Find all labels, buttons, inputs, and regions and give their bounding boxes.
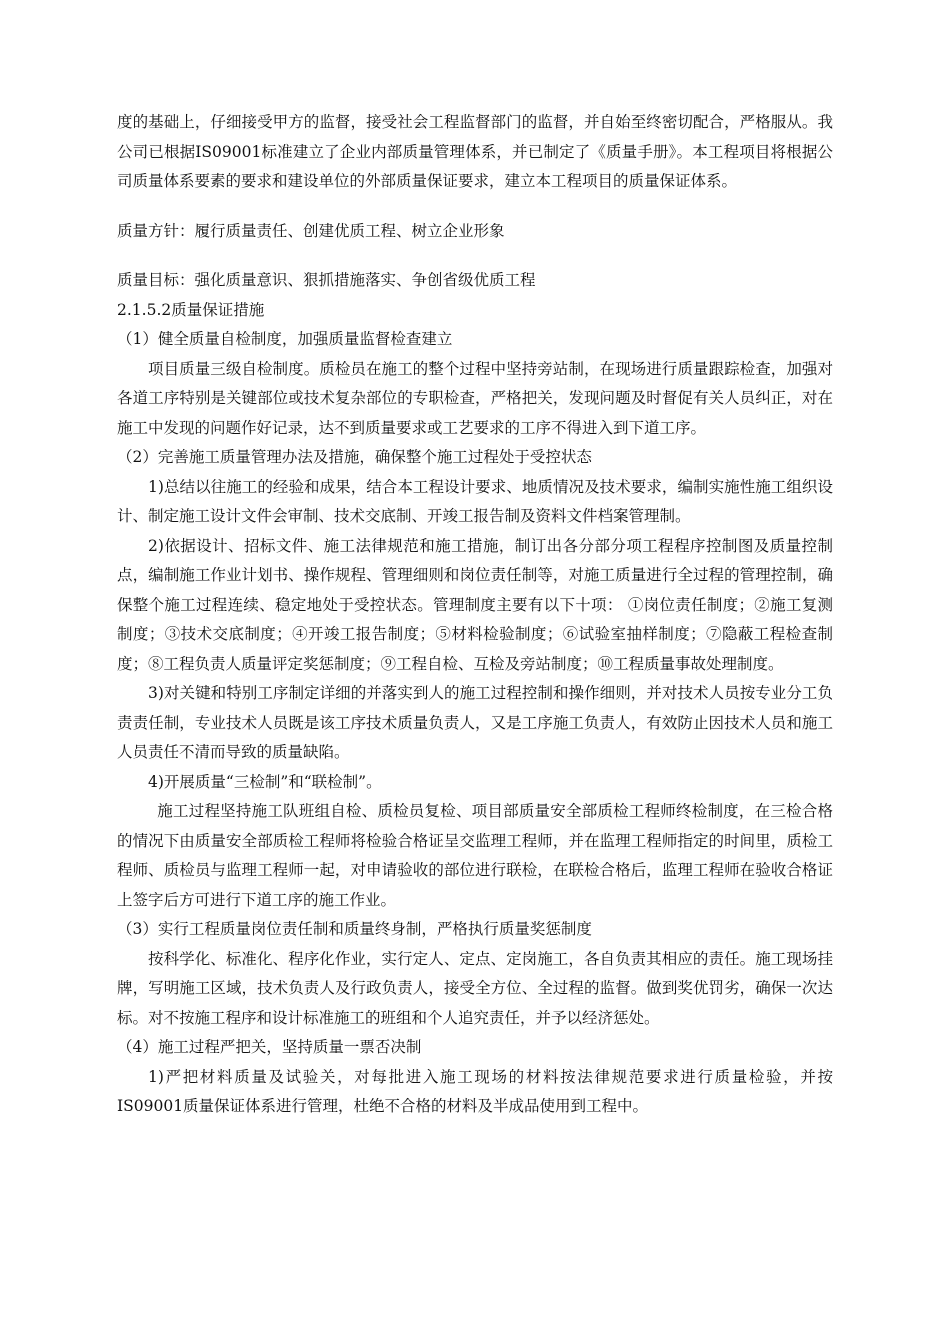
quality-goal: 质量目标：强化质量意识、狠抓措施落实、争创省级优质工程 [117, 271, 536, 289]
item2-heading: （2）完善施工质量管理办法及措施，确保整个施工过程处于受控状态 [117, 448, 592, 466]
section-heading: 2.1.5.2质量保证措施 [117, 300, 265, 319]
item3-heading: （3）实行工程质量岗位责任制和质量终身制，严格执行质量奖惩制度 [117, 920, 592, 938]
intro-paragraph: 度的基础上，仔细接受甲方的监督，接受社会工程监督部门的监督，并自始至终密切配合，严格服从。我公司已根据IS09001标准建立了企业内部质量管理体系，并已制定了《质量手册》。本工程项目将根据公司质量体系要素的要求和建设单位的外部质量保证要求，建立本工程项目的质量保证体系。 [117, 113, 833, 190]
item2-paragraph-4: 4)开展质量“三检制”和“联检制”。 [148, 772, 382, 791]
item1-heading: （1）健全质量自检制度，加强质量监督检查建立 [117, 330, 453, 348]
quality-policy: 质量方针：履行质量责任、创建优质工程、树立企业形象 [117, 221, 505, 240]
item2-paragraph-2: 2)依据设计、招标文件、施工法律规范和施工措施，制订出各分部分项工程程序控制图及质量控制点，编制施工作业计划书、操作规程、管理细则和岗位责任制等，对施工质量进行全过程的管理控制，确保整个施工过程连续、稳定地处于受控状态。管理制度主要有以下十项： ①岗位责任制度；②施工复测制度；③技术交底制度；④开竣工报告制度；⑤材料检验制度；⑥试验室抽样制度；⑦隐蔽工程检查制度；⑧工程负责人质量评定奖惩制度；⑨工程自检、互检及旁站制度；⑩工程质量事故处理制度。 [117, 536, 833, 673]
item4-paragraph-1: 1)严把材料质量及试验关，对每批进入施工现场的材料按法律规范要求进行质量检验，并按IS09001质量保证体系进行管理，杜绝不合格的材料及半成品使用到工程中。 [117, 1067, 833, 1115]
item2-paragraph-5: 施工过程坚持施工队班组自检、质检员复检、项目部质量安全部质检工程师终检制度，在三检合格的情况下由质量安全部质检工程师将检验合格证呈交监理工程师，并在监理工程师指定的时间里，质检工程师、质检员与监理工程师一起，对申请验收的部位进行联检，在联检合格后，监理工程师在验收合格证上签字后方可进行下道工序的施工作业。 [117, 802, 833, 909]
item2-paragraph-3: 3)对关键和特别工序制定详细的并落实到人的施工过程控制和操作细则，并对技术人员按专业分工负责责任制，专业技术人员既是该工序技术质量负责人，又是工序施工负责人，有效防止因技术人员和施工人员责任不清而导致的质量缺陷。 [117, 684, 833, 761]
item3-body: 按科学化、标准化、程序化作业，实行定人、定点、定岗施工，各自负责其相应的责任。施工现场挂牌，写明施工区域，技术负责人及行政负责人，接受全方位、全过程的监督。做到奖优罚劣，确保一次达标。对不按施工程序和设计标准施工的班组和个人追究责任，并予以经济惩处。 [117, 949, 833, 1027]
item1-body: 项目质量三级自检制度。质检员在施工的整个过程中坚持旁站制，在现场进行质量跟踪检查，加强对各道工序特别是关键部位或技术复杂部位的专职检查，严格把关，发现问题及时督促有关人员纠正，对在施工中发现的问题作好记录，达不到质量要求或工艺要求的工序不得进入到下道工序。 [117, 359, 833, 437]
document-body [117, 108, 833, 1122]
item4-heading: （4）施工过程严把关，坚持质量一票否决制 [117, 1038, 422, 1056]
item2-paragraph-1: 1)总结以往施工的经验和成果，结合本工程设计要求、地质情况及技术要求，编制实施性施工组织设计、制定施工设计文件会审制、技术交底制、开竣工报告制及资料文件档案管理制。 [117, 477, 833, 525]
